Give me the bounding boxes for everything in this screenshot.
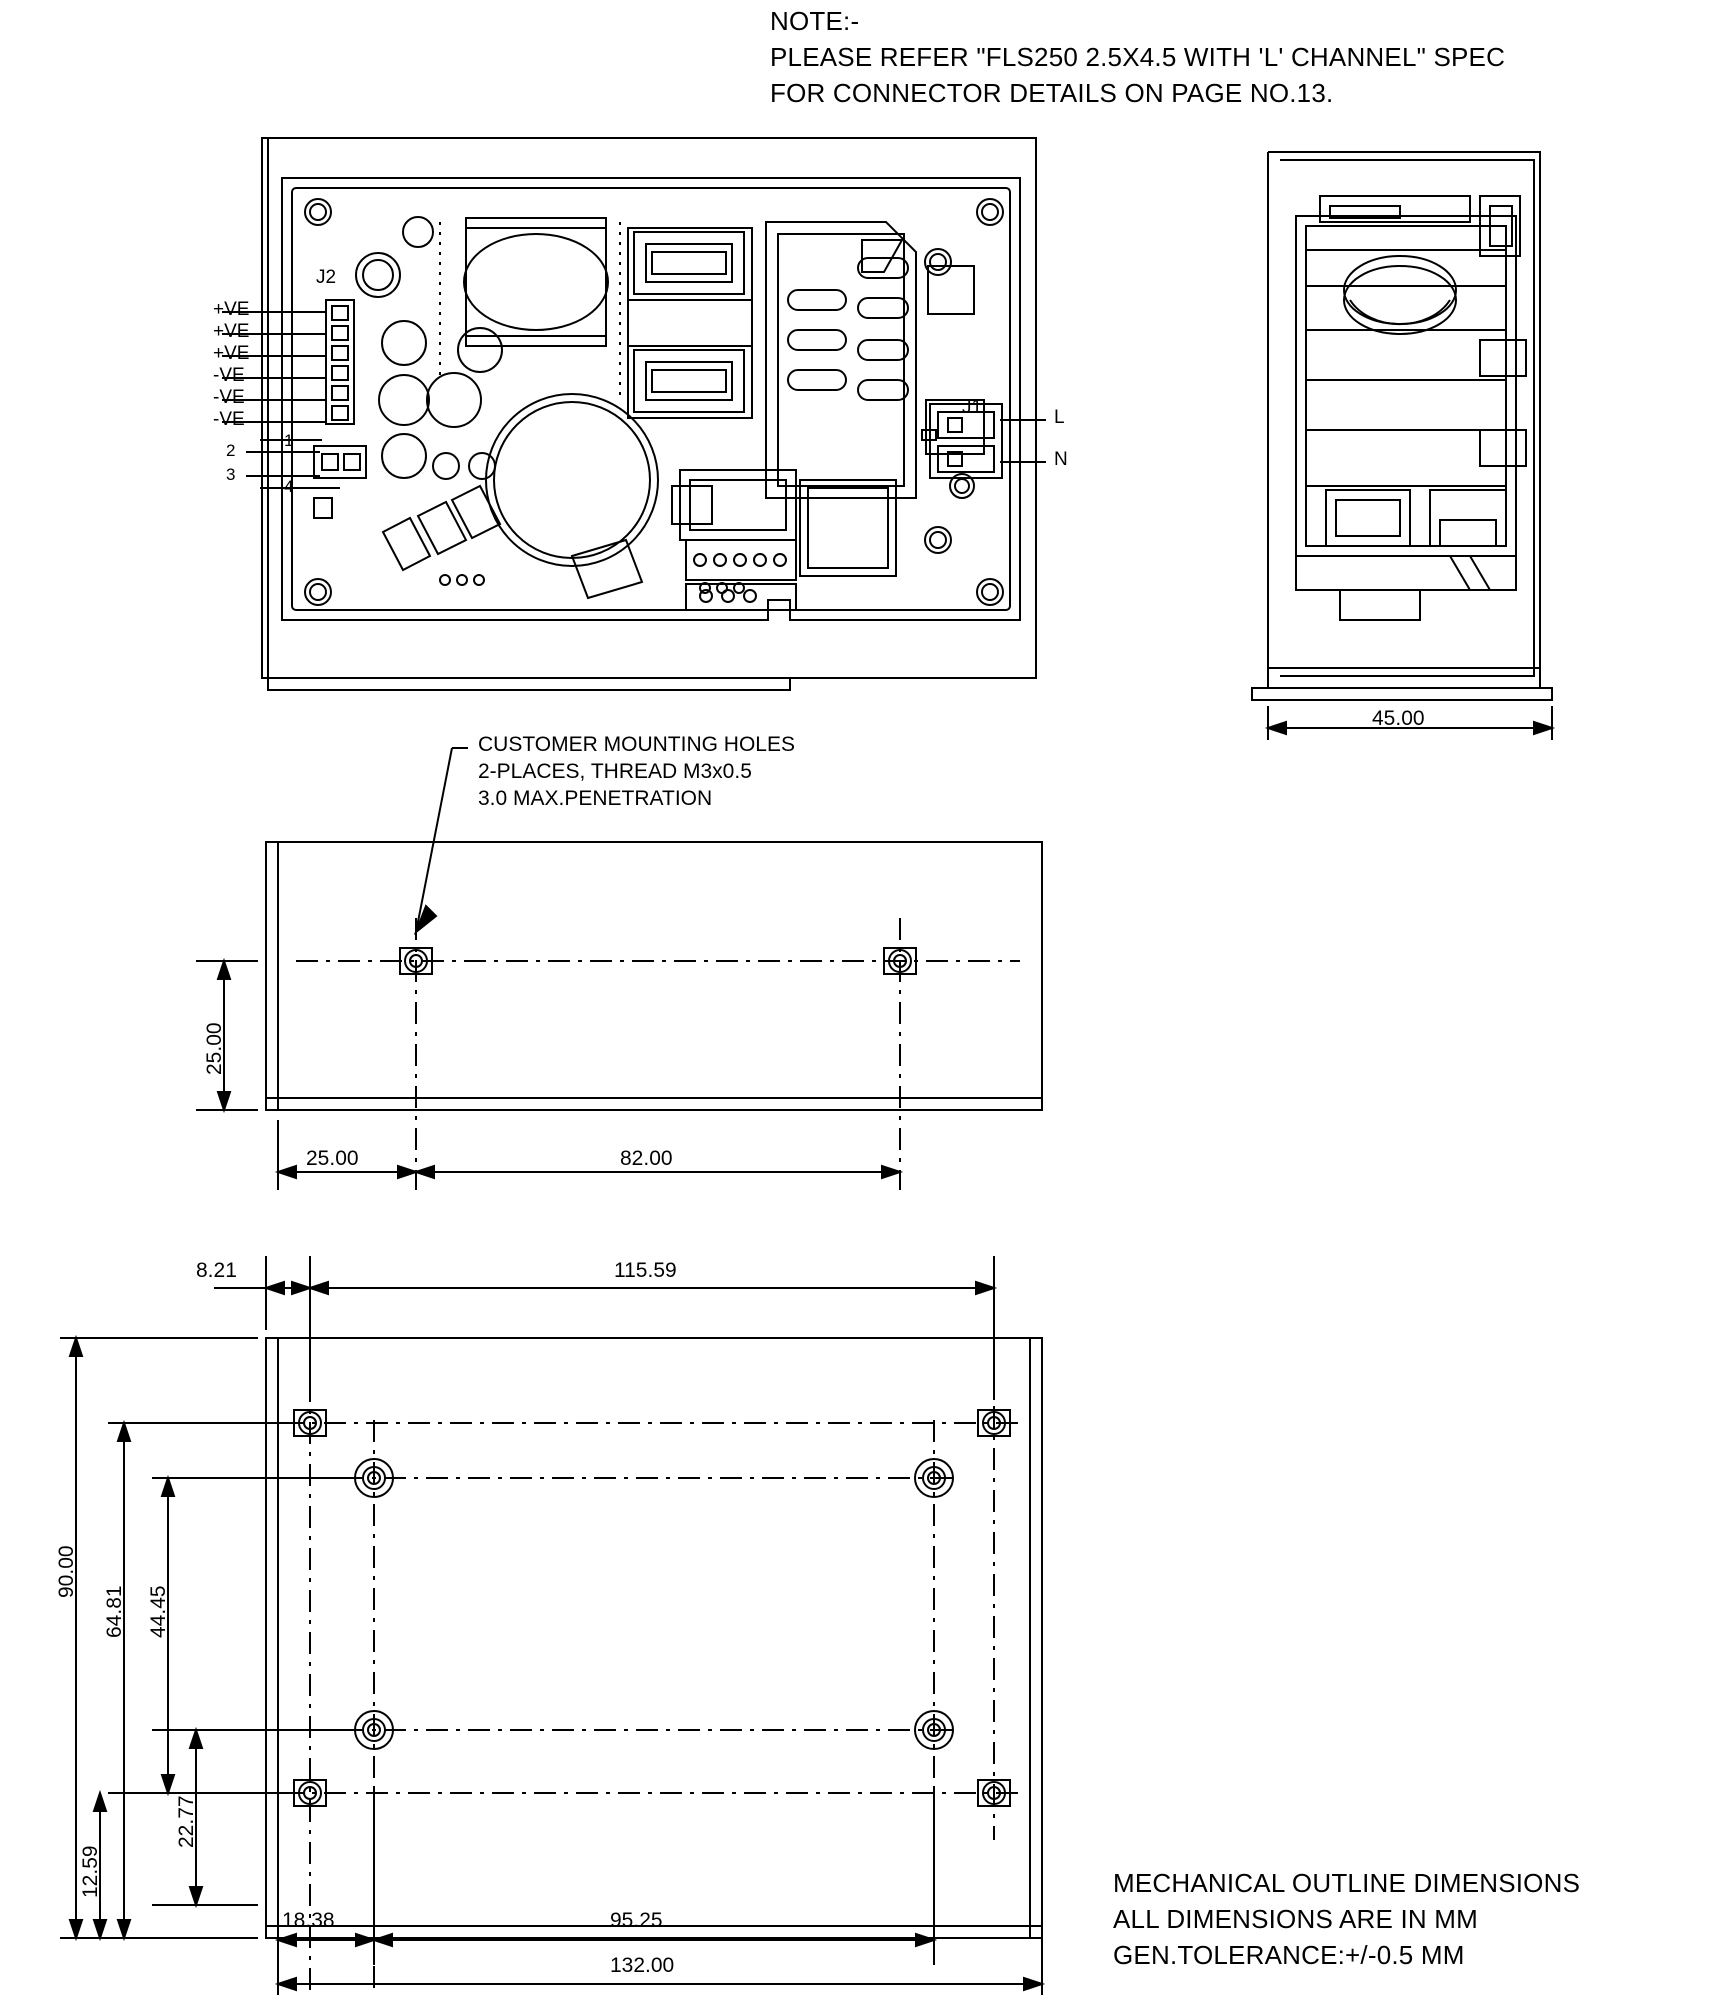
bottom-dim-top-left: 8.21	[196, 1259, 237, 1282]
note-line-1: PLEASE REFER "FLS250 2.5X4.5 WITH 'L' CHANNEL" SPEC	[770, 42, 1506, 72]
connector-j1-label: J1	[962, 397, 983, 418]
j2-pin-label-6: -VE	[213, 409, 245, 430]
side-view-width-dim: 45.00	[1372, 707, 1425, 730]
j2-pin-label-4: -VE	[213, 365, 245, 386]
bottom-dim-top-span: 115.59	[614, 1259, 677, 1282]
note-heading: NOTE:-	[770, 6, 860, 36]
aux-pin-number-2: 2	[226, 441, 236, 460]
footer-line-1: MECHANICAL OUTLINE DIMENSIONS	[1113, 1868, 1581, 1898]
note-line-2: FOR CONNECTOR DETAILS ON PAGE NO.13.	[770, 78, 1334, 108]
aux-pin-number-3: 3	[226, 465, 236, 484]
bottom-dim-overall: 132.00	[610, 1954, 675, 1977]
footer-line-3: GEN.TOLERANCE:+/-0.5 MM	[1113, 1940, 1465, 1970]
bottom-dim-left-outer: 90.00	[55, 1545, 78, 1598]
side-view-group	[1252, 152, 1552, 740]
bottom-view-group	[60, 1256, 1042, 1995]
mounting-dim-h2: 82.00	[620, 1147, 673, 1170]
bottom-dim-9525: 95.25	[610, 1909, 663, 1932]
top-view-group	[222, 138, 1046, 690]
mounting-callout	[478, 732, 795, 813]
mounting-callout-line-3: 3.0 MAX.PENETRATION	[478, 786, 713, 810]
mounting-callout-line-2: 2-PLACES, THREAD M3x0.5	[478, 759, 752, 783]
j2-pin-label-1: +VE	[213, 299, 250, 320]
j2-pin-label-2: +VE	[213, 321, 250, 342]
mounting-view-group	[196, 748, 1042, 1190]
connector-j2-label: J2	[316, 267, 337, 288]
bottom-dim-left-4445: 44.45	[147, 1585, 170, 1638]
aux-pin-number-4: 4	[284, 477, 294, 496]
bottom-dim-1838: 18.38	[282, 1909, 335, 1932]
ac-label-n: N	[1054, 449, 1068, 470]
mounting-callout-line-1: CUSTOMER MOUNTING HOLES	[478, 733, 795, 756]
mounting-vertical-dim: 25.00	[203, 1022, 226, 1075]
j2-pin-label-5: -VE	[213, 387, 245, 408]
footer-line-2: ALL DIMENSIONS ARE IN MM	[1113, 1904, 1479, 1934]
bottom-dim-left-6481: 64.81	[103, 1585, 126, 1638]
aux-pin-number-1: 1	[284, 431, 294, 450]
j2-pin-label-3: +VE	[213, 343, 250, 364]
mounting-dim-h1: 25.00	[306, 1147, 359, 1170]
ac-label-l: L	[1054, 407, 1065, 428]
bottom-dim-left-2277: 22.77	[175, 1795, 198, 1848]
bottom-dim-left-1259: 12.59	[79, 1845, 102, 1898]
